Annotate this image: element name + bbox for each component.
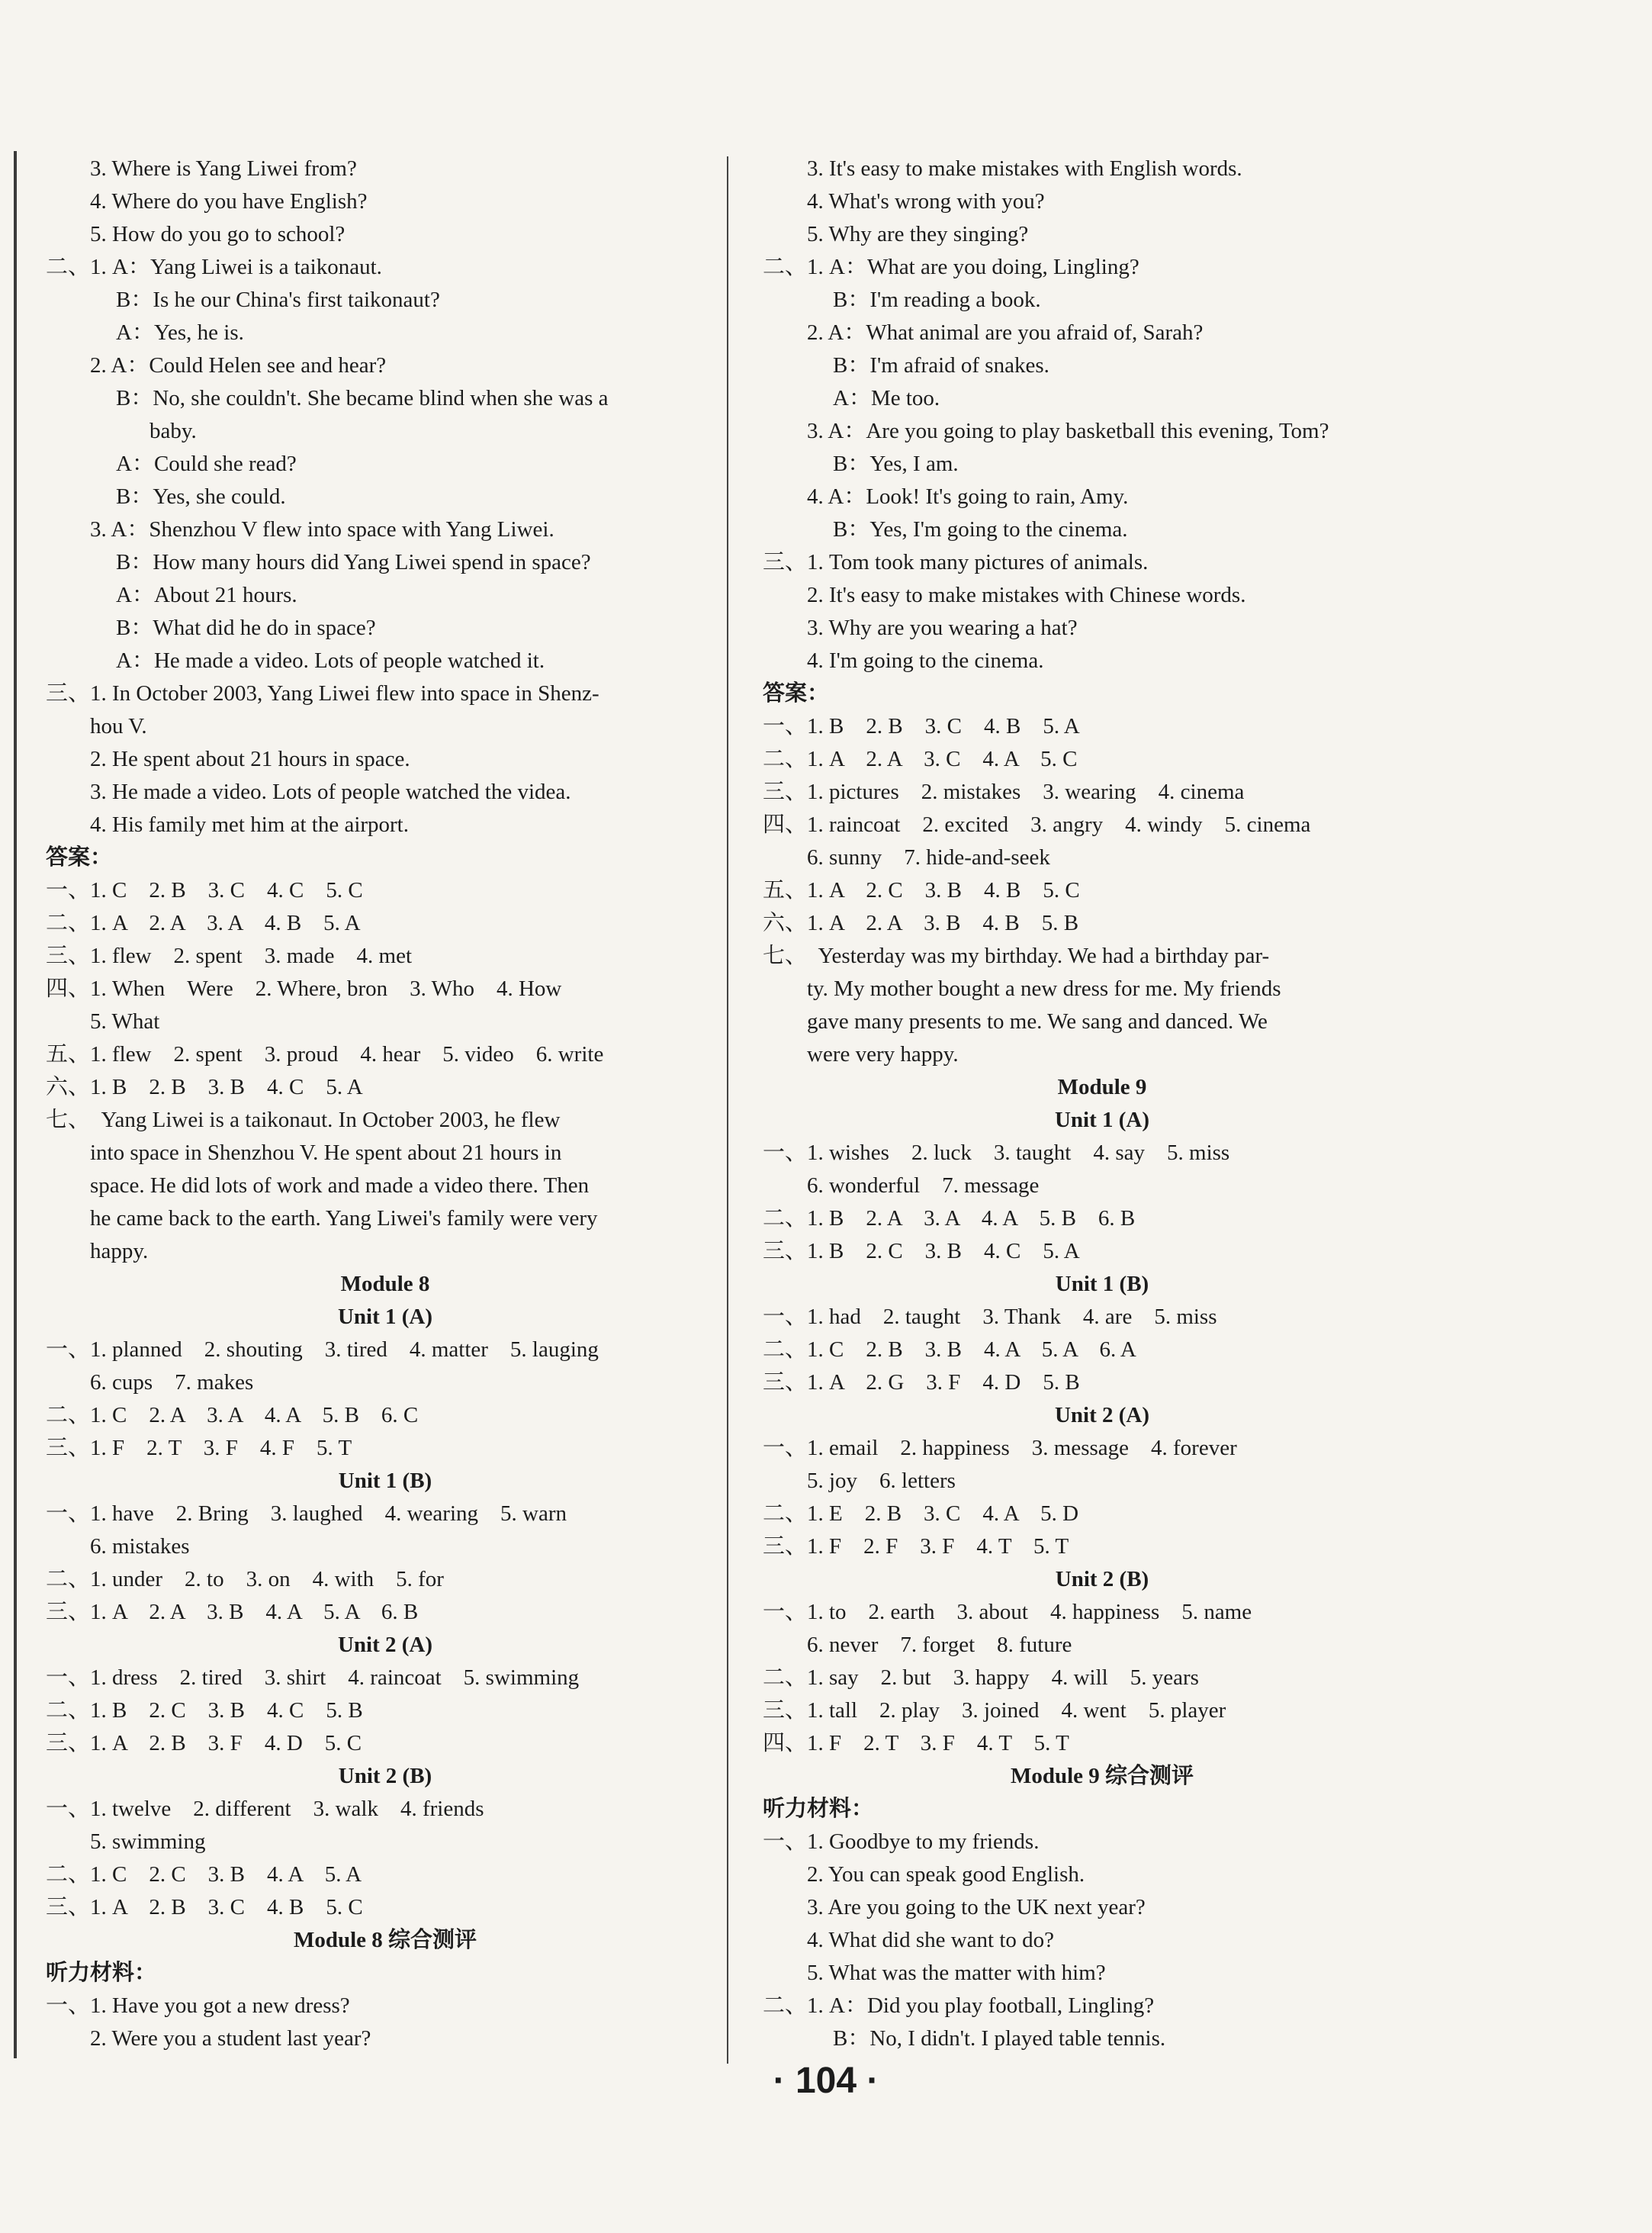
right-line: 三、1. Tom took many pictures of animals. (763, 550, 1149, 574)
right-line: 一、1. B 2. B 3. C 4. B 5. A (763, 714, 1080, 738)
left-line: B：How many hours did Yang Liwei spend in space? (116, 550, 591, 574)
right-line: 二、1. B 2. A 3. A 4. A 5. B 6. B (763, 1206, 1136, 1231)
left-line: 3. A：Shenzhou V flew into space with Yang Liwei. (90, 517, 554, 542)
right-line: 4. A：Look! It's going to rain, Amy. (807, 484, 1129, 509)
left-line: space. He did lots of work and made a video there. Then (90, 1173, 590, 1198)
left-line: 三、1. F 2. T 3. F 4. F 5. T (46, 1436, 352, 1460)
left-line: B：Is he our China's first taikonaut? (116, 288, 440, 312)
left-line: 2. Were you a student last year? (90, 2026, 371, 2051)
left-line: A：Could she read? (116, 452, 297, 476)
left-line: A：About 21 hours. (116, 583, 297, 607)
right-line: 2. It's easy to make mistakes with Chinese words. (807, 583, 1246, 607)
left-line: Unit 2 (A) (337, 1633, 433, 1657)
right-line: 4. I'm going to the cinema. (807, 648, 1044, 673)
right-line: Unit 2 (B) (1055, 1567, 1149, 1591)
left-line: Unit 1 (A) (337, 1305, 433, 1329)
left-line: 一、1. have 2. Bring 3. laughed 4. wearing 5. warn (46, 1501, 567, 1526)
right-line: 6. wonderful 7. message (807, 1173, 1040, 1198)
left-line: B：Yes, she could. (116, 484, 286, 509)
page-edge-line (14, 151, 17, 2058)
left-line: 五、1. flew 2. spent 3. proud 4. hear 5. video 6. write (46, 1042, 604, 1067)
left-line: 一、1. C 2. B 3. C 4. C 5. C (46, 878, 363, 903)
left-line: 一、1. dress 2. tired 3. shirt 4. raincoat 5. swimming (46, 1665, 580, 1690)
right-line: 3. It's easy to make mistakes with English words. (807, 156, 1242, 181)
left-line: 3. Where is Yang Liwei from? (90, 156, 357, 181)
right-line: 三、1. F 2. F 3. F 4. T 5. T (763, 1534, 1069, 1559)
right-line: were very happy. (807, 1042, 959, 1067)
right-line: ty. My mother bought a new dress for me. My friends (807, 977, 1281, 1001)
right-line: 5. What was the matter with him? (807, 1961, 1106, 1985)
right-line: 二、1. E 2. B 3. C 4. A 5. D (763, 1501, 1079, 1526)
right-line: 二、1. A 2. A 3. C 4. A 5. C (763, 747, 1078, 771)
left-line: A：Yes, he is. (116, 320, 244, 345)
right-line: Module 9 综合测评 (1010, 1764, 1194, 1788)
right-line: 6. never 7. forget 8. future (807, 1633, 1072, 1657)
right-line: 二、1. say 2. but 3. happy 4. will 5. years (763, 1665, 1199, 1690)
right-line: 答案： (763, 681, 830, 706)
left-column (46, 153, 725, 2055)
right-line: gave many presents to me. We sang and danced. We (807, 1009, 1268, 1034)
right-line: 三、1. A 2. G 3. F 4. D 5. B (763, 1370, 1080, 1395)
right-line: 4. What did she want to do? (807, 1928, 1055, 1952)
right-line: Module 9 (1057, 1075, 1147, 1099)
right-line: 2. A：What animal are you afraid of, Sarah? (807, 320, 1204, 345)
right-line: 二、1. C 2. B 3. B 4. A 5. A 6. A (763, 1337, 1136, 1362)
left-line: Module 8 (340, 1272, 430, 1296)
left-line: 二、1. A 2. A 3. A 4. B 5. A (46, 911, 361, 935)
right-line: 一、1. email 2. happiness 3. message 4. forever (763, 1436, 1237, 1460)
left-line: 一、1. twelve 2. different 3. walk 4. friends (46, 1797, 484, 1821)
left-line: 三、1. A 2. B 3. C 4. B 5. C (46, 1895, 363, 1919)
right-line: 2. You can speak good English. (807, 1862, 1085, 1887)
left-line: he came back to the earth. Yang Liwei's family were very (90, 1206, 598, 1231)
left-line: 4. Where do you have English? (90, 189, 368, 214)
left-line: 一、1. Have you got a new dress? (46, 1993, 350, 2018)
right-line: B：I'm afraid of snakes. (833, 353, 1049, 378)
left-line: B：What did he do in space? (116, 616, 376, 640)
left-line: 2. He spent about 21 hours in space. (90, 747, 410, 771)
left-line: 5. How do you go to school? (90, 222, 346, 246)
right-line: 4. What's wrong with you? (807, 189, 1045, 214)
right-line: 七、 Yesterday was my birthday. We had a birthday par- (763, 944, 1270, 968)
right-line: B：Yes, I am. (833, 452, 959, 476)
left-line: 一、1. planned 2. shouting 3. tired 4. matter 5. lauging (46, 1337, 599, 1362)
right-line: 3. Are you going to the UK next year? (807, 1895, 1146, 1919)
page-number: · 104 · (773, 2061, 879, 2101)
left-line: 5. swimming (90, 1829, 206, 1854)
left-line: Unit 2 (B) (338, 1764, 432, 1788)
left-line: 三、1. A 2. A 3. B 4. A 5. A 6. B (46, 1600, 419, 1624)
left-line: 三、1. flew 2. spent 3. made 4. met (46, 944, 413, 968)
right-line: 六、1. A 2. A 3. B 4. B 5. B (763, 911, 1079, 935)
right-line: 四、1. F 2. T 3. F 4. T 5. T (763, 1731, 1069, 1755)
right-line: 一、1. wishes 2. luck 3. taught 4. say 5. miss (763, 1141, 1230, 1165)
right-line: 5. Why are they singing? (807, 222, 1029, 246)
right-line: 5. joy 6. letters (807, 1469, 956, 1493)
left-line: 6. cups 7. makes (90, 1370, 254, 1395)
left-line: 5. What (90, 1009, 160, 1034)
right-line: 听力材料： (763, 1797, 874, 1821)
left-line: A：He made a video. Lots of people watched it. (116, 648, 545, 673)
left-line: 二、1. A：Yang Liwei is a taikonaut. (46, 255, 382, 279)
left-line: 二、1. C 2. C 3. B 4. A 5. A (46, 1862, 362, 1887)
right-line: 一、1. had 2. taught 3. Thank 4. are 5. miss (763, 1305, 1217, 1329)
left-line: 六、1. B 2. B 3. B 4. C 5. A (46, 1075, 363, 1099)
right-line: 一、1. Goodbye to my friends. (763, 1829, 1040, 1854)
right-line: Unit 1 (A) (1054, 1108, 1150, 1132)
left-line: baby. (149, 419, 197, 443)
right-line: A：Me too. (833, 386, 940, 410)
right-line: 五、1. A 2. C 3. B 4. B 5. C (763, 878, 1080, 903)
left-line: 6. mistakes (90, 1534, 190, 1559)
right-line: 三、1. tall 2. play 3. joined 4. went 5. player (763, 1698, 1226, 1723)
left-line: 4. His family met him at the airport. (90, 812, 409, 837)
right-line: B：No, I didn't. I played table tennis. (833, 2026, 1166, 2051)
left-line: 3. He made a video. Lots of people watched the videa. (90, 780, 571, 804)
right-line: 二、1. A：Did you play football, Lingling? (763, 1993, 1155, 2018)
right-line: B：I'm reading a book. (833, 288, 1041, 312)
right-line: 三、1. pictures 2. mistakes 3. wearing 4. cinema (763, 780, 1245, 804)
right-line: 三、1. B 2. C 3. B 4. C 5. A (763, 1239, 1080, 1263)
left-line: 二、1. under 2. to 3. on 4. with 5. for (46, 1567, 444, 1591)
right-line: 四、1. raincoat 2. excited 3. angry 4. windy 5. cinema (763, 812, 1311, 837)
left-line: 四、1. When Were 2. Where, bron 3. Who 4. How (46, 977, 562, 1001)
right-line: Unit 2 (A) (1054, 1403, 1150, 1427)
left-line: 二、1. B 2. C 3. B 4. C 5. B (46, 1698, 363, 1723)
left-line: 二、1. C 2. A 3. A 4. A 5. B 6. C (46, 1403, 419, 1427)
right-line: 二、1. A：What are you doing, Lingling? (763, 255, 1139, 279)
left-line: Module 8 综合测评 (293, 1928, 477, 1952)
left-line: 答案： (46, 845, 113, 870)
column-divider (727, 156, 728, 2064)
left-line: hou V. (90, 714, 147, 738)
left-line: into space in Shenzhou V. He spent about 21 hours in (90, 1141, 562, 1165)
left-line: 2. A：Could Helen see and hear? (90, 353, 387, 378)
right-line: Unit 1 (B) (1055, 1272, 1149, 1296)
right-column (763, 153, 1441, 2055)
left-line: happy. (90, 1239, 149, 1263)
right-line: 6. sunny 7. hide-and-seek (807, 845, 1050, 870)
left-line: 三、1. In October 2003, Yang Liwei flew into space in Shenz- (46, 681, 599, 706)
left-line: Unit 1 (B) (338, 1469, 432, 1493)
left-line: B：No, she couldn't. She became blind when she was a (116, 386, 609, 410)
right-line: 3. A：Are you going to play basketball this evening, Tom? (807, 419, 1329, 443)
left-line: 七、 Yang Liwei is a taikonaut. In October 2003, he flew (46, 1108, 561, 1132)
right-line: B：Yes, I'm going to the cinema. (833, 517, 1128, 542)
right-line: 3. Why are you wearing a hat? (807, 616, 1078, 640)
left-line: 听力材料： (46, 1961, 157, 1985)
left-line: 三、1. A 2. B 3. F 4. D 5. C (46, 1731, 362, 1755)
right-line: 一、1. to 2. earth 3. about 4. happiness 5. name (763, 1600, 1252, 1624)
